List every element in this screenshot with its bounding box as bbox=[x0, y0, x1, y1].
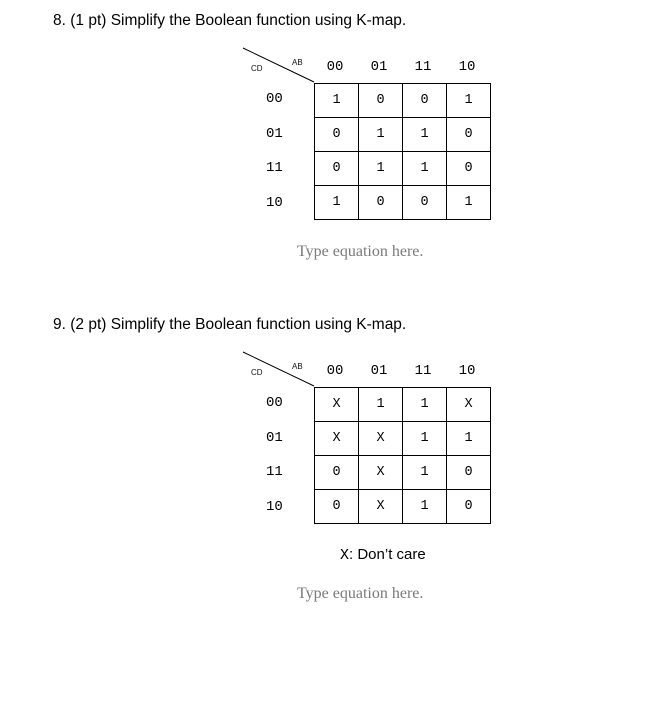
kmap-cell: 1 bbox=[315, 186, 359, 220]
col-header: 10 bbox=[458, 363, 476, 379]
kmap-cell: X bbox=[315, 388, 359, 422]
kmap-q8 bbox=[240, 45, 500, 235]
kmap-cell: 1 bbox=[447, 422, 491, 456]
kmap-cell: 0 bbox=[315, 490, 359, 524]
dont-care-note bbox=[340, 546, 426, 564]
kmap-cell: X bbox=[315, 422, 359, 456]
kmap-cell: 0 bbox=[403, 186, 447, 220]
col-header: 11 bbox=[414, 363, 432, 379]
kmap-cell: 1 bbox=[447, 186, 491, 220]
ab-label: AB bbox=[292, 58, 303, 67]
kmap-row bbox=[315, 186, 491, 220]
equation-placeholder-q9[interactable]: Type equation here. bbox=[297, 585, 424, 602]
kmap-cell: 1 bbox=[403, 490, 447, 524]
row-header: 00 bbox=[266, 395, 283, 411]
kmap-cell: 0 bbox=[447, 152, 491, 186]
kmap-cell: 1 bbox=[403, 422, 447, 456]
question-8-text: 8. (1 pt) Simplify the Boolean function using K-map. bbox=[53, 12, 407, 29]
kmap-cell: 0 bbox=[315, 152, 359, 186]
kmap-grid bbox=[314, 83, 491, 220]
kmap-grid bbox=[314, 387, 491, 524]
row-header: 11 bbox=[266, 160, 283, 176]
kmap-cell: 1 bbox=[447, 84, 491, 118]
cd-label: CD bbox=[251, 64, 263, 73]
dont-care-text: : Don’t care bbox=[349, 546, 426, 563]
kmap-cell: 0 bbox=[447, 118, 491, 152]
kmap-cell: X bbox=[359, 456, 403, 490]
kmap-cell: X bbox=[359, 422, 403, 456]
question-9-text: 9. (2 pt) Simplify the Boolean function using K-map. bbox=[53, 316, 407, 333]
kmap-row bbox=[315, 422, 491, 456]
col-header: 11 bbox=[414, 59, 432, 75]
kmap-cell: 0 bbox=[359, 84, 403, 118]
kmap-cell: 1 bbox=[359, 152, 403, 186]
row-header: 10 bbox=[266, 195, 283, 211]
kmap-row bbox=[315, 84, 491, 118]
kmap-row bbox=[315, 152, 491, 186]
row-header: 00 bbox=[266, 91, 283, 107]
col-header: 00 bbox=[326, 363, 344, 379]
row-header: 10 bbox=[266, 499, 283, 515]
kmap-cell: 1 bbox=[403, 388, 447, 422]
kmap-cell: 1 bbox=[403, 152, 447, 186]
kmap-cell: X bbox=[359, 490, 403, 524]
col-header: 01 bbox=[370, 363, 388, 379]
col-header: 00 bbox=[326, 59, 344, 75]
dont-care-symbol: X bbox=[340, 547, 350, 564]
kmap-cell: 1 bbox=[315, 84, 359, 118]
col-header: 01 bbox=[370, 59, 388, 75]
kmap-row bbox=[315, 490, 491, 524]
kmap-cell: 1 bbox=[359, 118, 403, 152]
ab-label: AB bbox=[292, 362, 303, 371]
kmap-cell: 0 bbox=[403, 84, 447, 118]
kmap-row bbox=[315, 118, 491, 152]
kmap-cell: 0 bbox=[315, 118, 359, 152]
row-header: 11 bbox=[266, 464, 283, 480]
kmap-cell: 0 bbox=[447, 490, 491, 524]
kmap-cell: 1 bbox=[359, 388, 403, 422]
cd-label: CD bbox=[251, 368, 263, 377]
kmap-cell: X bbox=[447, 388, 491, 422]
kmap-row bbox=[315, 388, 491, 422]
kmap-cell: 1 bbox=[403, 456, 447, 490]
row-header: 01 bbox=[266, 430, 283, 446]
kmap-cell: 0 bbox=[359, 186, 403, 220]
kmap-row bbox=[315, 456, 491, 490]
kmap-q9 bbox=[240, 349, 500, 539]
row-header: 01 bbox=[266, 126, 283, 142]
kmap-cell: 0 bbox=[315, 456, 359, 490]
kmap-cell: 0 bbox=[447, 456, 491, 490]
col-header: 10 bbox=[458, 59, 476, 75]
equation-placeholder-q8[interactable]: Type equation here. bbox=[297, 243, 424, 260]
kmap-cell: 1 bbox=[403, 118, 447, 152]
